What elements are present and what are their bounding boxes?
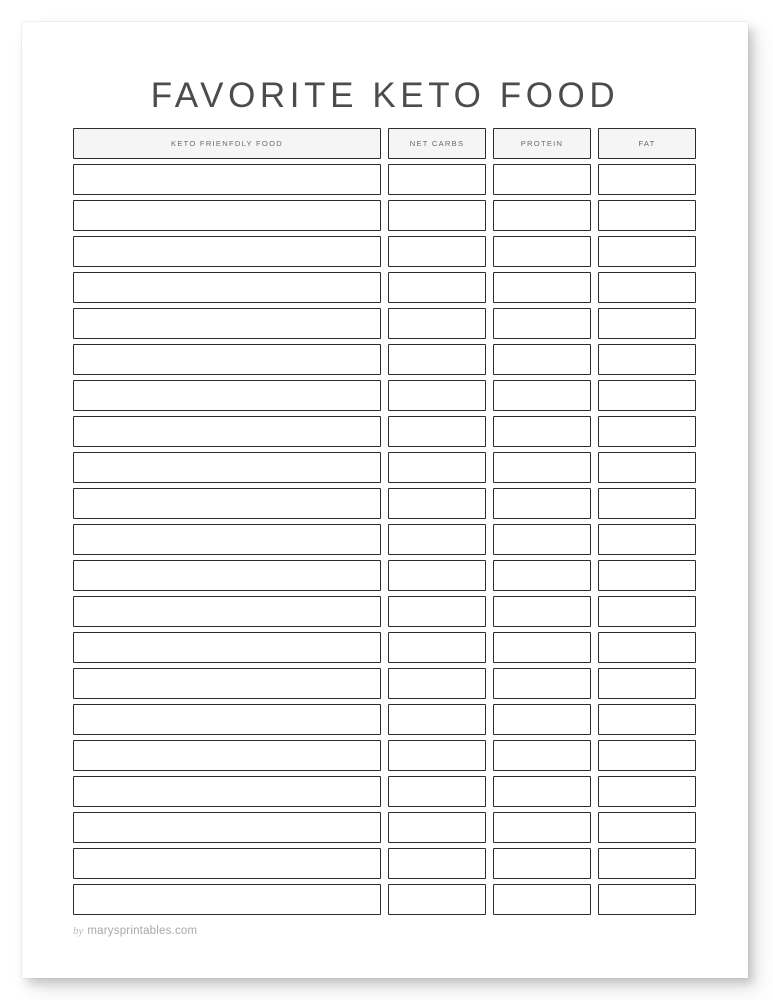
cell-net_carbs[interactable] [388, 488, 486, 519]
column-gap [381, 164, 388, 200]
cell-protein[interactable] [493, 848, 591, 879]
column-gap [381, 560, 388, 596]
cell-food[interactable] [73, 632, 381, 663]
cell-food[interactable] [73, 704, 381, 735]
table-row [73, 200, 696, 236]
cell-food[interactable] [73, 308, 381, 339]
table-row [73, 884, 696, 920]
table-row [73, 416, 696, 452]
cell-net_carbs[interactable] [388, 416, 486, 447]
column-gap [591, 272, 598, 308]
cell-net_carbs[interactable] [388, 884, 486, 915]
column-gap [381, 596, 388, 632]
cell-net_carbs[interactable] [388, 272, 486, 303]
column-gap [486, 416, 493, 452]
column-gap [381, 236, 388, 272]
cell-food[interactable] [73, 200, 381, 231]
column-gap [591, 560, 598, 596]
table-row [73, 488, 696, 524]
cell-protein[interactable] [493, 740, 591, 771]
cell-net_carbs[interactable] [388, 632, 486, 663]
cell-food[interactable] [73, 164, 381, 195]
cell-net_carbs[interactable] [388, 776, 486, 807]
cell-protein[interactable] [493, 308, 591, 339]
table-row [73, 308, 696, 344]
cell-fat[interactable] [598, 848, 696, 879]
cell-protein[interactable] [493, 632, 591, 663]
cell-fat[interactable] [598, 272, 696, 303]
cell-food[interactable] [73, 668, 381, 699]
table-row [73, 668, 696, 704]
cell-food[interactable] [73, 488, 381, 519]
cell-food[interactable] [73, 740, 381, 771]
cell-protein[interactable] [493, 344, 591, 375]
column-header-label: PROTEIN [520, 139, 564, 148]
column-gap [381, 812, 388, 848]
column-gap [381, 632, 388, 668]
cell-protein[interactable] [493, 776, 591, 807]
cell-net_carbs[interactable] [388, 848, 486, 879]
column-gap [381, 272, 388, 308]
cell-net_carbs[interactable] [388, 308, 486, 339]
cell-fat[interactable] [598, 632, 696, 663]
cell-fat[interactable] [598, 344, 696, 375]
table-header-row [73, 128, 696, 164]
column-gap [486, 524, 493, 560]
cell-food[interactable] [73, 812, 381, 843]
column-gap [381, 848, 388, 884]
cell-fat[interactable] [598, 164, 696, 195]
cell-protein[interactable] [493, 452, 591, 483]
column-gap [486, 452, 493, 488]
column-gap [486, 740, 493, 776]
cell-protein[interactable] [493, 524, 591, 555]
cell-fat[interactable] [598, 740, 696, 771]
column-gap [591, 524, 598, 560]
cell-net_carbs[interactable] [388, 380, 486, 411]
table-row [73, 380, 696, 416]
cell-net_carbs[interactable] [388, 668, 486, 699]
table-row [73, 596, 696, 632]
table-row [73, 704, 696, 740]
table-row [73, 344, 696, 380]
table-row [73, 848, 696, 884]
table-row [73, 740, 696, 776]
cell-food[interactable] [73, 452, 381, 483]
column-gap [591, 380, 598, 416]
table-row [73, 524, 696, 560]
column-gap [381, 668, 388, 704]
column-gap [486, 848, 493, 884]
column-gap [591, 308, 598, 344]
column-gap [381, 524, 388, 560]
column-gap [591, 596, 598, 632]
column-header-label: KETO FRIENFDLY FOOD [171, 139, 283, 148]
column-gap [486, 272, 493, 308]
column-header-keto-friendly-food [73, 128, 381, 159]
column-gap [591, 128, 598, 164]
column-gap [591, 668, 598, 704]
column-gap [486, 308, 493, 344]
cell-net_carbs[interactable] [388, 704, 486, 735]
cell-net_carbs[interactable] [388, 200, 486, 231]
column-gap [486, 164, 493, 200]
cell-food[interactable] [73, 776, 381, 807]
column-gap [591, 848, 598, 884]
cell-protein[interactable] [493, 488, 591, 519]
cell-net_carbs[interactable] [388, 812, 486, 843]
column-gap [486, 560, 493, 596]
column-gap [591, 740, 598, 776]
cell-net_carbs[interactable] [388, 236, 486, 267]
cell-net_carbs[interactable] [388, 740, 486, 771]
cell-fat[interactable] [598, 452, 696, 483]
column-gap [486, 632, 493, 668]
cell-protein[interactable] [493, 668, 591, 699]
column-gap [591, 344, 598, 380]
worksheet-sheet [22, 22, 748, 978]
cell-net_carbs[interactable] [388, 344, 486, 375]
cell-food[interactable] [73, 848, 381, 879]
page-title: FAVORITE KETO FOOD [150, 76, 620, 115]
cell-fat[interactable] [598, 308, 696, 339]
column-gap [381, 452, 388, 488]
column-gap [591, 812, 598, 848]
cell-protein[interactable] [493, 812, 591, 843]
column-gap [381, 740, 388, 776]
cell-protein[interactable] [493, 272, 591, 303]
column-header-label: FAT [638, 139, 656, 148]
cell-net_carbs[interactable] [388, 524, 486, 555]
column-gap [591, 452, 598, 488]
table-row [73, 632, 696, 668]
column-gap [591, 200, 598, 236]
column-gap [591, 704, 598, 740]
column-gap [381, 380, 388, 416]
table-row [73, 812, 696, 848]
column-gap [381, 308, 388, 344]
column-gap [486, 236, 493, 272]
cell-protein[interactable] [493, 200, 591, 231]
cell-protein[interactable] [493, 236, 591, 267]
cell-food[interactable] [73, 380, 381, 411]
cell-protein[interactable] [493, 416, 591, 447]
column-gap [486, 776, 493, 812]
column-gap [486, 704, 493, 740]
column-gap [591, 632, 598, 668]
column-header-net-carbs [388, 128, 486, 159]
cell-protein[interactable] [493, 884, 591, 915]
cell-protein[interactable] [493, 380, 591, 411]
cell-food[interactable] [73, 344, 381, 375]
cell-fat[interactable] [598, 884, 696, 915]
column-gap [486, 668, 493, 704]
cell-food[interactable] [73, 416, 381, 447]
column-gap [381, 128, 388, 164]
table-row [73, 164, 696, 200]
cell-fat[interactable] [598, 416, 696, 447]
column-header-label: NET CARBS [409, 139, 465, 148]
column-gap [591, 416, 598, 452]
table-row [73, 560, 696, 596]
cell-net_carbs[interactable] [388, 560, 486, 591]
cell-food[interactable] [73, 596, 381, 627]
cell-net_carbs[interactable] [388, 452, 486, 483]
column-gap [381, 776, 388, 812]
keto-food-table [73, 128, 696, 920]
column-gap [486, 812, 493, 848]
footer-by-label: by [73, 925, 84, 937]
cell-fat[interactable] [598, 380, 696, 411]
column-gap [381, 488, 388, 524]
cell-fat[interactable] [598, 704, 696, 735]
column-gap [591, 236, 598, 272]
table-row [73, 776, 696, 812]
column-gap [591, 488, 598, 524]
cell-food[interactable] [73, 524, 381, 555]
column-gap [486, 200, 493, 236]
cell-food[interactable] [73, 560, 381, 591]
cell-food[interactable] [73, 236, 381, 267]
column-gap [591, 776, 598, 812]
cell-protein[interactable] [493, 164, 591, 195]
column-gap [486, 884, 493, 920]
column-gap [381, 416, 388, 452]
column-header-protein [493, 128, 591, 159]
column-gap [381, 884, 388, 920]
table-row [73, 236, 696, 272]
cell-food[interactable] [73, 884, 381, 915]
cell-fat[interactable] [598, 200, 696, 231]
footer-site-label: marysprintables.com [87, 925, 198, 937]
column-gap [381, 344, 388, 380]
column-gap [381, 200, 388, 236]
footer-watermark [73, 925, 197, 937]
cell-fat[interactable] [598, 812, 696, 843]
column-header-fat [598, 128, 696, 159]
table-row [73, 452, 696, 488]
cell-fat[interactable] [598, 236, 696, 267]
cell-fat[interactable] [598, 668, 696, 699]
cell-net_carbs[interactable] [388, 164, 486, 195]
cell-protein[interactable] [493, 704, 591, 735]
column-gap [486, 380, 493, 416]
cell-food[interactable] [73, 272, 381, 303]
table-row [73, 272, 696, 308]
column-gap [486, 488, 493, 524]
table-body [73, 164, 696, 920]
cell-fat[interactable] [598, 560, 696, 591]
cell-fat[interactable] [598, 596, 696, 627]
column-gap [486, 596, 493, 632]
column-gap [381, 704, 388, 740]
column-gap [591, 164, 598, 200]
cell-fat[interactable] [598, 488, 696, 519]
column-gap [486, 128, 493, 164]
cell-net_carbs[interactable] [388, 596, 486, 627]
column-gap [486, 344, 493, 380]
column-gap [591, 884, 598, 920]
cell-fat[interactable] [598, 524, 696, 555]
cell-protein[interactable] [493, 596, 591, 627]
cell-protein[interactable] [493, 560, 591, 591]
cell-fat[interactable] [598, 776, 696, 807]
